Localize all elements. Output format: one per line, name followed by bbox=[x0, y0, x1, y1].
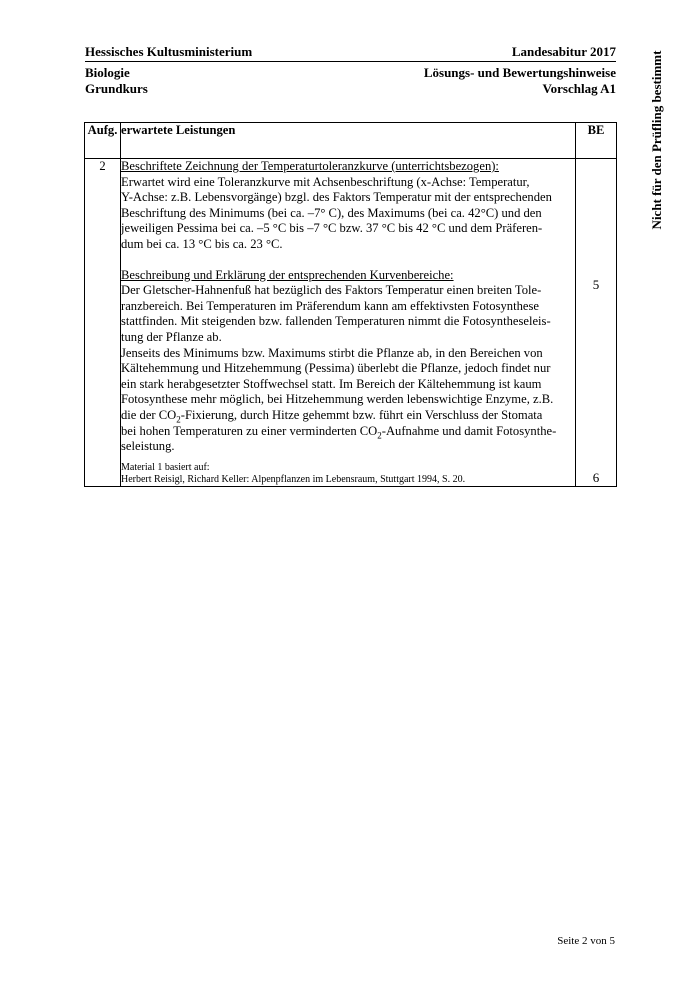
course-name: Grundkurs bbox=[85, 81, 148, 96]
section2-title: Beschreibung und Erklärung der entsprechenden Kurvenbereiche: bbox=[121, 267, 454, 282]
document-type: Lösungs- und Bewertungshinweise bbox=[423, 65, 616, 80]
section1-line: dum bei ca. 13 °C bis ca. 23 °C. bbox=[121, 236, 283, 251]
side-note: Nicht für den Prüfling bestimmt bbox=[649, 50, 664, 230]
table-row bbox=[85, 159, 617, 487]
task-number: 2 bbox=[85, 159, 121, 487]
ministry-name: Hessisches Kultusministerium bbox=[85, 44, 253, 59]
expected-column-header: erwartete Leistungen bbox=[121, 123, 576, 159]
subject-name: Biologie bbox=[85, 65, 130, 80]
section2-line: Kältehemmung und Hitzehemmung (Pessima) überlebt die Pflanze, jedoch findet nur bbox=[121, 361, 551, 376]
section2-line: tung der Pflanze ab. bbox=[121, 329, 222, 344]
source-intro: Material 1 basiert auf: bbox=[121, 461, 210, 473]
section2-line: ein stark herabgesetzter Stoffwechsel statt. Im Bereich der Kältehemmung ist kaum bbox=[121, 376, 542, 391]
proposal-label: Vorschlag A1 bbox=[542, 81, 616, 96]
section1-line: jeweiligen Pessima bei ca. –5 °C bis –7 °C bzw. 37 °C bis 42 °C und dem Präferen- bbox=[121, 221, 543, 236]
section2-line: Jenseits des Minimums bzw. Maximums stirbt die Pflanze ab, in den Bereichen von bbox=[121, 345, 543, 360]
section2-line: seleistung. bbox=[121, 439, 175, 454]
page-number: Seite 2 von 5 bbox=[557, 935, 615, 947]
section2-line-co2-fixation: die der $CO_2$-Fixierung, durch Hitze gehemmt bzw. führt ein Verschluss der Stomata bbox=[121, 407, 543, 425]
section2-line-co2-uptake: bei hohen Temperaturen zu einer verminderten $CO_2$-Aufnahme und damit Fotosynthe- bbox=[121, 423, 557, 441]
points-column-header: BE bbox=[576, 123, 617, 159]
expected-performance bbox=[121, 159, 576, 487]
section2-line: Der Gletscher-Hahnenfuß hat bezüglich des Faktors Temperatur einen breiten Tole- bbox=[121, 283, 542, 298]
points-value: 5 bbox=[592, 277, 600, 292]
points-value: 6 bbox=[592, 470, 600, 485]
header-rule bbox=[85, 61, 616, 62]
section1-title: Beschriftete Zeichnung der Temperaturtoleranzkurve (unterrichtsbezogen): bbox=[121, 159, 499, 173]
task-column-header: Aufg. bbox=[85, 123, 121, 159]
section2-line: stattfinden. Mit steigenden bzw. fallenden Temperaturen nimmt die Fotosyntheseleis- bbox=[121, 314, 551, 329]
exam-title: Landesabitur 2017 bbox=[511, 44, 616, 59]
section1-line: Beschriftung des Minimums (bei ca. –7° C), des Maximums (bei ca. 42°C) und den bbox=[121, 205, 542, 220]
section1-line: Erwartet wird eine Toleranzkurve mit Achsenbeschriftung (x-Achse: Temperatur, bbox=[121, 174, 530, 189]
section2-line: ranzbereich. Bei Temperaturen im Präferendum kann am effektivsten Fotosynthese bbox=[121, 298, 539, 313]
section1-line: Y-Achse: z.B. Lebensvorgänge) bzgl. des Faktors Temperatur mit der entsprechenden bbox=[121, 190, 552, 205]
table-header-row bbox=[85, 123, 617, 159]
source-reference: Herbert Reisigl, Richard Keller: Alpenpflanzen im Lebensraum, Stuttgart 1994, S. 20. bbox=[121, 473, 466, 485]
points-cell bbox=[576, 159, 617, 487]
section2-line: Fotosynthese mehr möglich, bei Hitzehemmung werden lebenswichtige Enzyme, z.B. bbox=[121, 392, 554, 407]
solution-table bbox=[84, 122, 617, 487]
